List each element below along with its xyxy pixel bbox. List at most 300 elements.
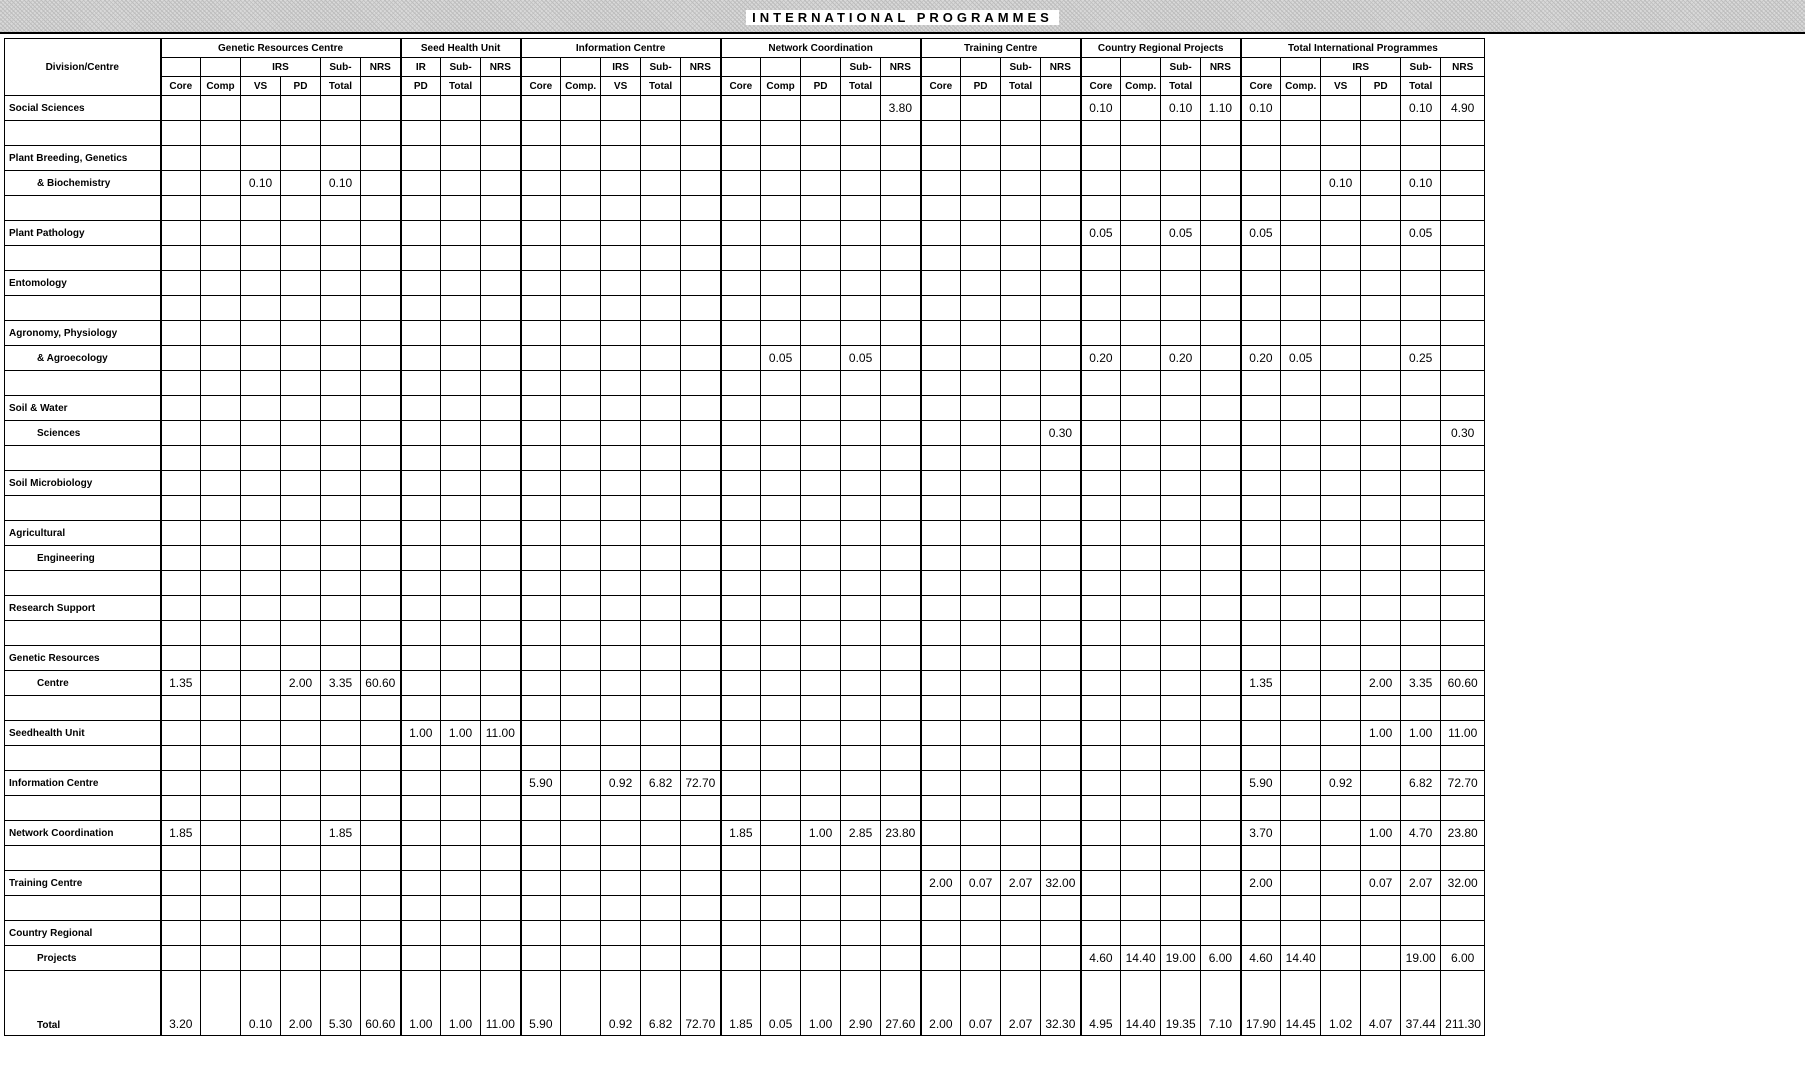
value-cell <box>521 846 561 871</box>
value-cell <box>1121 371 1161 396</box>
table-row <box>5 946 1485 971</box>
subheader <box>1081 58 1121 77</box>
value-cell <box>1401 921 1441 946</box>
value-cell <box>881 746 921 771</box>
value-cell <box>761 446 801 471</box>
value-cell: 0.10 <box>1081 96 1121 121</box>
value-cell <box>1441 796 1485 821</box>
value-cell <box>521 946 561 971</box>
value-cell <box>401 221 441 246</box>
value-cell <box>761 846 801 871</box>
value-cell <box>881 696 921 721</box>
value-cell <box>1441 621 1485 646</box>
value-cell <box>401 621 441 646</box>
table-row <box>5 96 1485 121</box>
value-cell <box>481 521 521 546</box>
value-cell <box>841 896 881 921</box>
value-cell <box>1441 921 1485 946</box>
value-cell <box>1041 746 1081 771</box>
value-cell <box>761 746 801 771</box>
value-cell <box>281 421 321 446</box>
value-cell <box>161 696 201 721</box>
value-cell <box>1001 471 1041 496</box>
value-cell <box>1361 696 1401 721</box>
value-cell <box>1361 896 1401 921</box>
value-cell <box>401 596 441 621</box>
value-cell <box>321 421 361 446</box>
value-cell <box>1041 196 1081 221</box>
value-cell: 2.07 <box>1001 971 1041 1036</box>
value-cell <box>281 571 321 596</box>
value-cell <box>1321 296 1361 321</box>
value-cell <box>641 271 681 296</box>
value-cell <box>881 621 921 646</box>
value-cell <box>1281 571 1321 596</box>
value-cell <box>401 196 441 221</box>
value-cell <box>1321 796 1361 821</box>
value-cell <box>201 946 241 971</box>
value-cell <box>1281 546 1321 571</box>
value-cell: 0.30 <box>1441 421 1485 446</box>
value-cell <box>721 696 761 721</box>
subheader: IRS <box>601 58 641 77</box>
value-cell <box>921 846 961 871</box>
value-cell: 7.10 <box>1201 971 1241 1036</box>
value-cell <box>921 671 961 696</box>
value-cell <box>521 621 561 646</box>
value-cell <box>1241 371 1281 396</box>
value-cell <box>361 321 401 346</box>
value-cell <box>521 921 561 946</box>
value-cell <box>921 471 961 496</box>
value-cell <box>1121 146 1161 171</box>
value-cell <box>801 196 841 221</box>
value-cell <box>641 246 681 271</box>
value-cell <box>761 371 801 396</box>
value-cell <box>1281 471 1321 496</box>
value-cell <box>481 371 521 396</box>
table-row <box>5 146 1485 171</box>
value-cell <box>801 246 841 271</box>
value-cell <box>521 571 561 596</box>
value-cell <box>1441 171 1485 196</box>
value-cell <box>761 221 801 246</box>
value-cell <box>161 421 201 446</box>
value-cell <box>1241 321 1281 346</box>
value-cell <box>841 321 881 346</box>
value-cell <box>361 721 401 746</box>
value-cell <box>1201 596 1241 621</box>
value-cell <box>281 371 321 396</box>
value-cell <box>161 246 201 271</box>
value-cell <box>441 771 481 796</box>
row-label <box>5 296 161 321</box>
value-cell <box>801 221 841 246</box>
value-cell <box>481 396 521 421</box>
value-cell <box>641 371 681 396</box>
value-cell: 14.40 <box>1121 971 1161 1036</box>
value-cell <box>481 746 521 771</box>
value-cell <box>1121 671 1161 696</box>
value-cell <box>1081 271 1121 296</box>
value-cell <box>801 396 841 421</box>
value-cell <box>1041 596 1081 621</box>
value-cell <box>401 371 441 396</box>
value-cell <box>601 196 641 221</box>
value-cell <box>561 846 601 871</box>
value-cell <box>1161 321 1201 346</box>
value-cell <box>1401 146 1441 171</box>
value-cell <box>1321 121 1361 146</box>
value-cell <box>1081 571 1121 596</box>
value-cell: 2.00 <box>1241 871 1281 896</box>
value-cell <box>841 571 881 596</box>
value-cell <box>161 471 201 496</box>
value-cell <box>1081 921 1121 946</box>
value-cell <box>481 271 521 296</box>
value-cell <box>681 621 721 646</box>
value-cell <box>1201 896 1241 921</box>
value-cell <box>1161 421 1201 446</box>
value-cell <box>1201 121 1241 146</box>
value-cell <box>321 746 361 771</box>
value-cell <box>1121 746 1161 771</box>
value-cell <box>481 446 521 471</box>
value-cell <box>1041 246 1081 271</box>
value-cell <box>481 546 521 571</box>
value-cell <box>1041 371 1081 396</box>
value-cell <box>721 846 761 871</box>
value-cell <box>441 146 481 171</box>
value-cell <box>401 696 441 721</box>
value-cell: 2.07 <box>1001 871 1041 896</box>
value-cell <box>1081 396 1121 421</box>
value-cell <box>881 246 921 271</box>
row-label <box>5 246 161 271</box>
value-cell <box>481 496 521 521</box>
value-cell <box>1041 796 1081 821</box>
value-cell <box>801 171 841 196</box>
value-cell <box>561 96 601 121</box>
value-cell <box>561 321 601 346</box>
value-cell <box>681 821 721 846</box>
value-cell <box>681 696 721 721</box>
value-cell <box>321 96 361 121</box>
value-cell <box>601 471 641 496</box>
value-cell <box>201 196 241 221</box>
value-cell <box>801 471 841 496</box>
value-cell <box>1121 171 1161 196</box>
value-cell: 2.85 <box>841 821 881 846</box>
value-cell <box>601 596 641 621</box>
value-cell <box>321 596 361 621</box>
value-cell <box>481 571 521 596</box>
value-cell <box>1201 146 1241 171</box>
row-label: Research Support <box>5 596 161 621</box>
value-cell <box>721 921 761 946</box>
value-cell <box>681 421 721 446</box>
value-cell <box>561 496 601 521</box>
value-cell <box>801 96 841 121</box>
value-cell <box>641 646 681 671</box>
value-cell <box>801 496 841 521</box>
value-cell <box>641 846 681 871</box>
value-cell <box>1241 796 1281 821</box>
value-cell <box>1281 421 1321 446</box>
value-cell <box>361 646 401 671</box>
value-cell <box>1361 421 1401 446</box>
value-cell <box>1321 921 1361 946</box>
value-cell <box>1241 746 1281 771</box>
value-cell <box>1041 471 1081 496</box>
value-cell <box>1321 846 1361 871</box>
value-cell <box>361 521 401 546</box>
value-cell: 11.00 <box>481 721 521 746</box>
value-cell <box>561 521 601 546</box>
value-cell <box>681 346 721 371</box>
value-cell <box>921 571 961 596</box>
value-cell <box>561 121 601 146</box>
value-cell <box>1441 121 1485 146</box>
value-cell <box>201 671 241 696</box>
value-cell <box>1081 846 1121 871</box>
value-cell <box>921 371 961 396</box>
value-cell <box>1401 596 1441 621</box>
value-cell <box>1001 121 1041 146</box>
value-cell <box>1121 771 1161 796</box>
value-cell: 1.35 <box>161 671 201 696</box>
value-cell <box>721 321 761 346</box>
value-cell <box>1241 896 1281 921</box>
value-cell <box>1201 221 1241 246</box>
value-cell <box>561 621 601 646</box>
value-cell <box>441 296 481 321</box>
value-cell <box>761 696 801 721</box>
value-cell <box>361 496 401 521</box>
value-cell <box>1321 421 1361 446</box>
value-cell <box>1361 96 1401 121</box>
value-cell <box>721 496 761 521</box>
value-cell: 5.30 <box>321 971 361 1036</box>
value-cell <box>641 546 681 571</box>
value-cell <box>1041 696 1081 721</box>
value-cell <box>881 571 921 596</box>
value-cell <box>1321 221 1361 246</box>
value-cell <box>361 621 401 646</box>
value-cell <box>441 271 481 296</box>
value-cell <box>1401 621 1441 646</box>
table-row <box>5 371 1485 396</box>
value-cell <box>1001 621 1041 646</box>
column-header: Total <box>841 77 881 96</box>
value-cell <box>761 96 801 121</box>
value-cell <box>1081 821 1121 846</box>
value-cell <box>881 921 921 946</box>
value-cell <box>841 446 881 471</box>
value-cell <box>601 321 641 346</box>
value-cell <box>1081 421 1121 446</box>
value-cell <box>281 96 321 121</box>
value-cell <box>481 296 521 321</box>
column-header: PD <box>1361 77 1401 96</box>
value-cell <box>921 321 961 346</box>
value-cell <box>601 121 641 146</box>
subheader: NRS <box>681 58 721 77</box>
value-cell <box>1001 796 1041 821</box>
value-cell <box>1441 446 1485 471</box>
value-cell <box>841 296 881 321</box>
value-cell <box>401 96 441 121</box>
value-cell <box>1161 271 1201 296</box>
column-header <box>1441 77 1485 96</box>
value-cell <box>281 346 321 371</box>
value-cell <box>841 246 881 271</box>
value-cell <box>1161 171 1201 196</box>
value-cell <box>761 271 801 296</box>
value-cell <box>761 946 801 971</box>
value-cell <box>1121 921 1161 946</box>
value-cell <box>321 546 361 571</box>
value-cell <box>161 121 201 146</box>
subheader <box>721 58 761 77</box>
value-cell <box>1281 671 1321 696</box>
value-cell <box>961 696 1001 721</box>
value-cell <box>721 946 761 971</box>
value-cell <box>1241 546 1281 571</box>
value-cell <box>1321 146 1361 171</box>
value-cell <box>281 246 321 271</box>
value-cell <box>961 346 1001 371</box>
value-cell <box>601 271 641 296</box>
value-cell <box>561 571 601 596</box>
value-cell: 0.05 <box>1401 221 1441 246</box>
value-cell <box>601 496 641 521</box>
value-cell <box>1081 171 1121 196</box>
value-cell <box>961 296 1001 321</box>
table-row <box>5 296 1485 321</box>
value-cell <box>961 596 1001 621</box>
subheader <box>921 58 961 77</box>
value-cell <box>561 246 601 271</box>
value-cell <box>161 396 201 421</box>
row-label <box>5 571 161 596</box>
value-cell <box>521 646 561 671</box>
column-header: Total <box>1161 77 1201 96</box>
value-cell <box>201 171 241 196</box>
column-header: Comp. <box>1121 77 1161 96</box>
value-cell <box>1001 571 1041 596</box>
value-cell <box>1001 721 1041 746</box>
value-cell <box>401 171 441 196</box>
value-cell <box>161 221 201 246</box>
value-cell <box>401 346 441 371</box>
value-cell: 60.60 <box>1441 671 1485 696</box>
value-cell <box>321 896 361 921</box>
value-cell <box>321 446 361 471</box>
value-cell <box>1081 746 1121 771</box>
value-cell <box>1161 396 1201 421</box>
value-cell <box>1121 696 1161 721</box>
value-cell: 72.70 <box>1441 771 1485 796</box>
value-cell <box>1401 371 1441 396</box>
value-cell <box>241 621 281 646</box>
value-cell <box>201 471 241 496</box>
value-cell <box>721 446 761 471</box>
value-cell <box>1441 646 1485 671</box>
value-cell: 0.10 <box>1401 96 1441 121</box>
value-cell <box>321 871 361 896</box>
value-cell <box>1241 846 1281 871</box>
value-cell: 4.70 <box>1401 821 1441 846</box>
value-cell <box>521 821 561 846</box>
value-cell <box>681 146 721 171</box>
value-cell <box>1241 196 1281 221</box>
value-cell <box>241 396 281 421</box>
value-cell <box>1041 946 1081 971</box>
value-cell <box>441 221 481 246</box>
value-cell <box>1081 896 1121 921</box>
value-cell <box>1441 571 1485 596</box>
value-cell <box>401 746 441 771</box>
value-cell <box>161 896 201 921</box>
value-cell <box>561 471 601 496</box>
row-label: Seedhealth Unit <box>5 721 161 746</box>
value-cell <box>1201 621 1241 646</box>
value-cell <box>1001 171 1041 196</box>
value-cell: 6.00 <box>1201 946 1241 971</box>
value-cell <box>1001 696 1041 721</box>
value-cell <box>1081 721 1121 746</box>
value-cell <box>321 121 361 146</box>
subheader: Sub- <box>1161 58 1201 77</box>
value-cell <box>361 596 401 621</box>
value-cell <box>241 771 281 796</box>
value-cell <box>721 896 761 921</box>
value-cell: 19.35 <box>1161 971 1201 1036</box>
value-cell <box>321 496 361 521</box>
value-cell <box>841 546 881 571</box>
value-cell <box>921 796 961 821</box>
value-cell <box>961 96 1001 121</box>
value-cell <box>521 446 561 471</box>
value-cell <box>921 771 961 796</box>
value-cell: 2.00 <box>1361 671 1401 696</box>
value-cell <box>241 671 281 696</box>
value-cell <box>641 946 681 971</box>
value-cell <box>201 521 241 546</box>
column-header: PD <box>961 77 1001 96</box>
value-cell: 1.10 <box>1201 96 1241 121</box>
value-cell <box>1241 246 1281 271</box>
value-cell <box>1281 96 1321 121</box>
value-cell <box>641 496 681 521</box>
value-cell <box>161 296 201 321</box>
value-cell <box>1321 821 1361 846</box>
value-cell <box>1401 896 1441 921</box>
value-cell <box>1401 521 1441 546</box>
value-cell <box>1201 671 1241 696</box>
value-cell <box>961 846 1001 871</box>
value-cell <box>1361 946 1401 971</box>
value-cell <box>1441 496 1485 521</box>
value-cell: 0.10 <box>241 171 281 196</box>
value-cell <box>761 896 801 921</box>
value-cell <box>1161 746 1201 771</box>
value-cell <box>801 146 841 171</box>
value-cell <box>361 421 401 446</box>
value-cell <box>1161 571 1201 596</box>
column-header: Core <box>921 77 961 96</box>
